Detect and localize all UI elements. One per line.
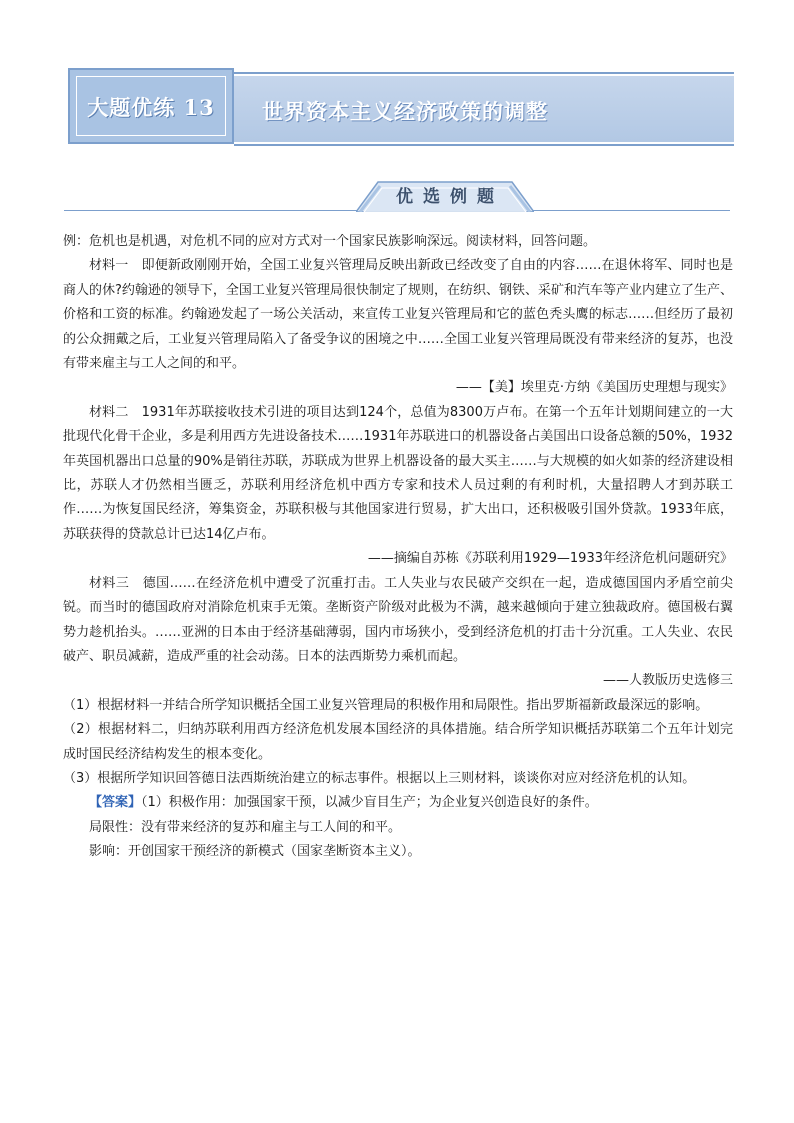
material-2-source: ——摘编自苏栋《苏联利用1929—1933年经济危机问题研究》 [367,551,733,567]
header-ribbon [234,76,734,142]
material-3-source: ——人教版历史选修三 [602,673,733,689]
intro-text: 例：危机也是机遇，对危机不同的应对方式对一个国家民族影响深远。阅读材料，回答问题。 [63,234,597,249]
material-1-source: ——【美】埃里克·方纳《美国历史理想与现实》 [455,380,733,396]
main-content [63,230,733,865]
question-3: （3）根据所学知识回答德日法西斯统治建立的标志事件。根据以上三则材料，谈谈你对应对经济危机的认知。 [63,770,696,786]
header-banner [68,68,736,144]
header-badge [68,68,234,144]
page-title: 世界资本主义经济政策的调整 [262,99,548,124]
ribbon-bottom-rule [234,144,734,146]
material-3: 材料三 德国……在经济危机中遭受了沉重打击。工人失业与农民破产交织在一起，造成德国国内矛盾空前尖锐。而当时的德国政府对消除危机束手无策。垄断资产阶级对此极为不满，越来越倾向于建立独裁政府。德国极右翼势力趁机抬头。……亚洲的日本由于经济基础薄弱，国内市场狭小，受到经济危机的打击十分沉重。工人失业、农民破产、职员减薪，造成严重的社会动荡。日本的法西斯势力乘机而起。 [63,575,733,664]
material-1: 材料一 即便新政刚刚开始，全国工业复兴管理局反映出新政已经改变了自由的内容……在退休将军、同时也是商人的休?约翰逊的领导下，全国工业复兴管理局很快制定了规则，在纺织、钢铁、采矿和汽车等产业内建立了生产、价格和工资的标准。约翰逊发起了一场公关活动，来宣传工业复兴管理局和它的蓝色秃头鹰的标志……但经历了最初的公众拥戴之后，工业复兴管理局陷入了备受争议的困境之中……全国工业复兴管理局既没有带来经济的复苏，也没有带来雇主与工人之间的和平。 [63,258,733,372]
answer-line-1 [63,791,733,815]
section-tab-label: 优选例题 [396,187,504,207]
question-2: （2）根据材料二，归纳苏联利用西方经济危机发展本国经济的具体措施。结合所学知识概括苏联第二个五年计划完成时国民经济结构发生的根本变化。 [63,722,733,762]
badge-label: 大题优练 13 [87,95,215,120]
section-header [64,176,730,212]
section-tab [356,178,534,210]
answer-text-1: （1）积极作用：加强国家干预，以减少盲目生产；为企业复兴创造良好的条件。 [141,795,598,811]
answer-line-2: 局限性：没有带来经济的复苏和雇主与工人间的和平。 [89,819,402,835]
question-1: （1）根据材料一并结合所学知识概括全国工业复兴管理局的积极作用和局限性。指出罗斯福新政最深远的影响。 [63,697,709,713]
answer-line-3: 影响：开创国家干预经济的新模式（国家垄断资本主义）。 [89,844,421,860]
material-2: 材料二 1931年苏联接收技术引进的项目达到124个，总值为8300万卢布。在第一个五年计划期间建立的一大批现代化骨干企业，多是利用西方先进设备技术……1931年苏联进口的机器设备占美国出口设备总额的50%，1932年英国机器出口总量的90%是销往苏联，苏联成为世界上机器设备的最大买主……与大规模的如火如荼的经济建设相比，苏联人才仍然相当匮乏，苏联利用经济危机中西方专家和技术人员过剩的有利时机，大量招聘人才到苏联工作……为恢复国民经济，筹集资金，苏联积极与其他国家进行贸易，扩大出口，还积极吸引国外贷款。1933年底，苏联获得的贷款总计已达14亿卢布。 [63,404,733,542]
answer-tag: 【答案】 [89,795,142,811]
ribbon-top-rule [234,72,734,74]
